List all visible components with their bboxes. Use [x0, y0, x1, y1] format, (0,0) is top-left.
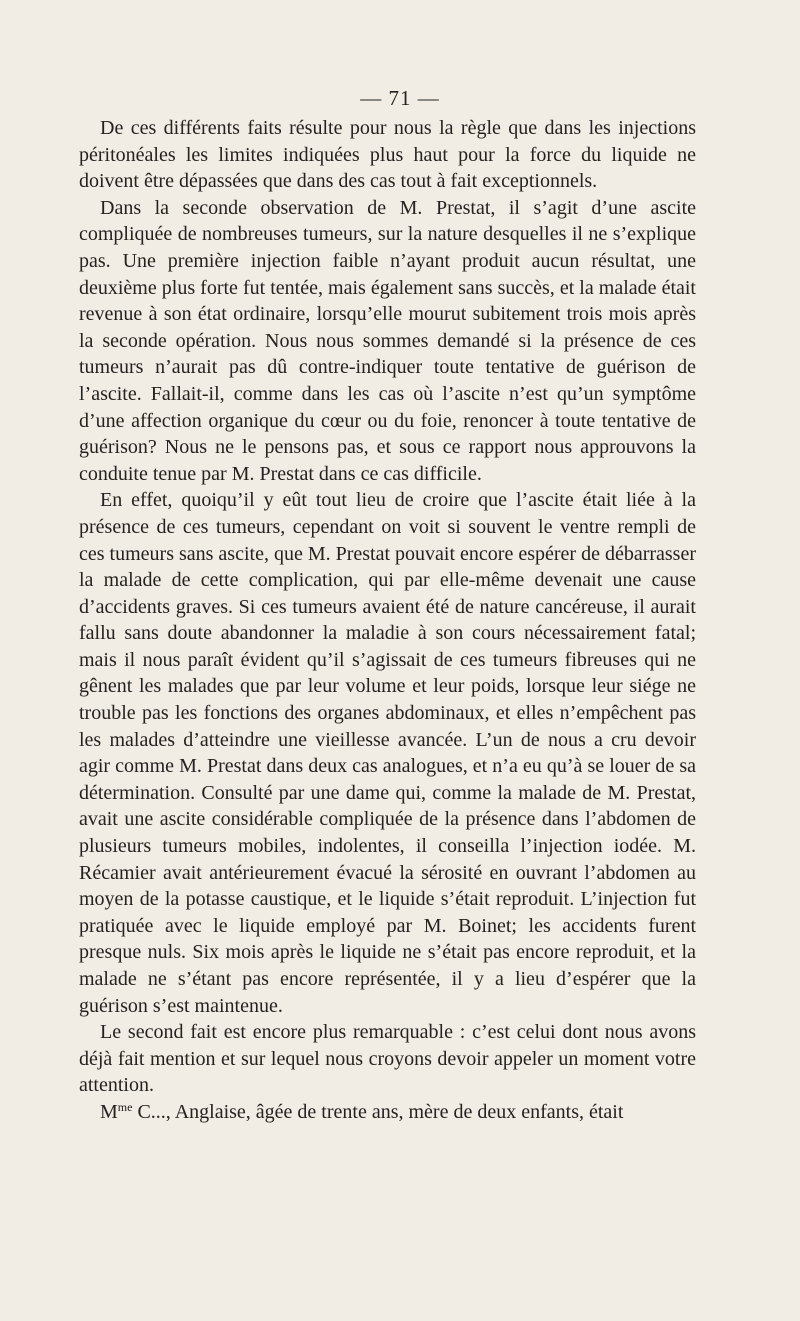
page-number: — 71 — — [360, 86, 440, 110]
paragraph-4: Le second fait est encore plus remarquable : c’est celui dont nous avons déjà fait mention et sur lequel nous croyons devoir appeler un moment votre attention. — [79, 1021, 696, 1097]
body-text — [79, 115, 696, 1126]
title-prefix: M — [100, 1100, 118, 1123]
paragraph-5-text: C..., Anglaise, âgée de trente ans, mère de deux enfants, était — [132, 1100, 624, 1123]
title-superscript: me — [117, 1099, 133, 1114]
paragraph-5 — [79, 1099, 696, 1126]
paragraph-3: En effet, quoiqu’il y eût tout lieu de croire que l’ascite était liée à la présence de ces tumeurs, cependant on voit si souvent le ventre rempli de ces tumeurs sans ascite, que M. Prestat pouvait encore espérer de débarrasser la malade de cette complication, qui par elle-même devenait une cause d’accidents graves. Si ces tumeurs avaient été de nature cancéreuse, il aurait fallu sans doute abandonner la maladie à son cours nécessairement fatal; mais il nous paraît évident qu’il s’agissait de ces tumeurs fibreuses qui ne gênent les malades que par leur volume et leur poids, lorsque leur siége ne trouble pas les fonctions des organes abdominaux, et elles n’empêchent pas les malades d’atteindre une vieillesse avancée. L’un de nous a cru devoir agir comme M. Prestat dans deux cas analogues, et n’a eu qu’à se louer de sa détermination. Consulté par une dame qui, comme la malade de M. Prestat, avait une ascite considérable compliquée de la présence dans l’abdomen de plusieurs tumeurs mobiles, indolentes, il conseilla l’injection iodée. M. Récamier avait antérieurement évacué la sérosité en ouvrant l’abdomen au moyen de la potasse caustique, et le liquide s’était reproduit. L’injection fut pratiquée avec le liquide employé par M. Boinet; les accidents furent presque nuls. Six mois après le liquide ne s’était pas encore reproduit, et la malade ne s’étant pas encore représentée, il y a lieu d’espérer que la guérison s’est maintenue. — [79, 489, 696, 1017]
paragraph-2: Dans la seconde observation de M. Prestat, il s’agit d’une ascite compliquée de nombreuses tumeurs, sur la nature desquelles il ne s’explique pas. Une première injection faible n’ayant produit aucun résultat, une deuxième plus forte fut tentée, mais également sans succès, et la malade était revenue à son état ordinaire, lorsqu’elle mourut subitement trois mois après la seconde opération. Nous nous sommes demandé si la présence de ces tumeurs n’aurait pas dû contre-indiquer toute tentative de guérison de l’ascite. Fallait-il, comme dans les cas où l’ascite n’est qu’un symptôme d’une affection organique du cœur ou du foie, renoncer à toute tentative de guérison? Nous ne le pensons pas, et sous ce rapport nous approuvons la conduite tenue par M. Prestat dans ce cas difficile. — [79, 196, 696, 485]
paragraph-1: De ces différents faits résulte pour nous la règle que dans les injections péritonéales les limites indiquées plus haut pour la force du liquide ne doivent être dépassées que dans des cas tout à fait exceptionnels. — [79, 117, 696, 193]
